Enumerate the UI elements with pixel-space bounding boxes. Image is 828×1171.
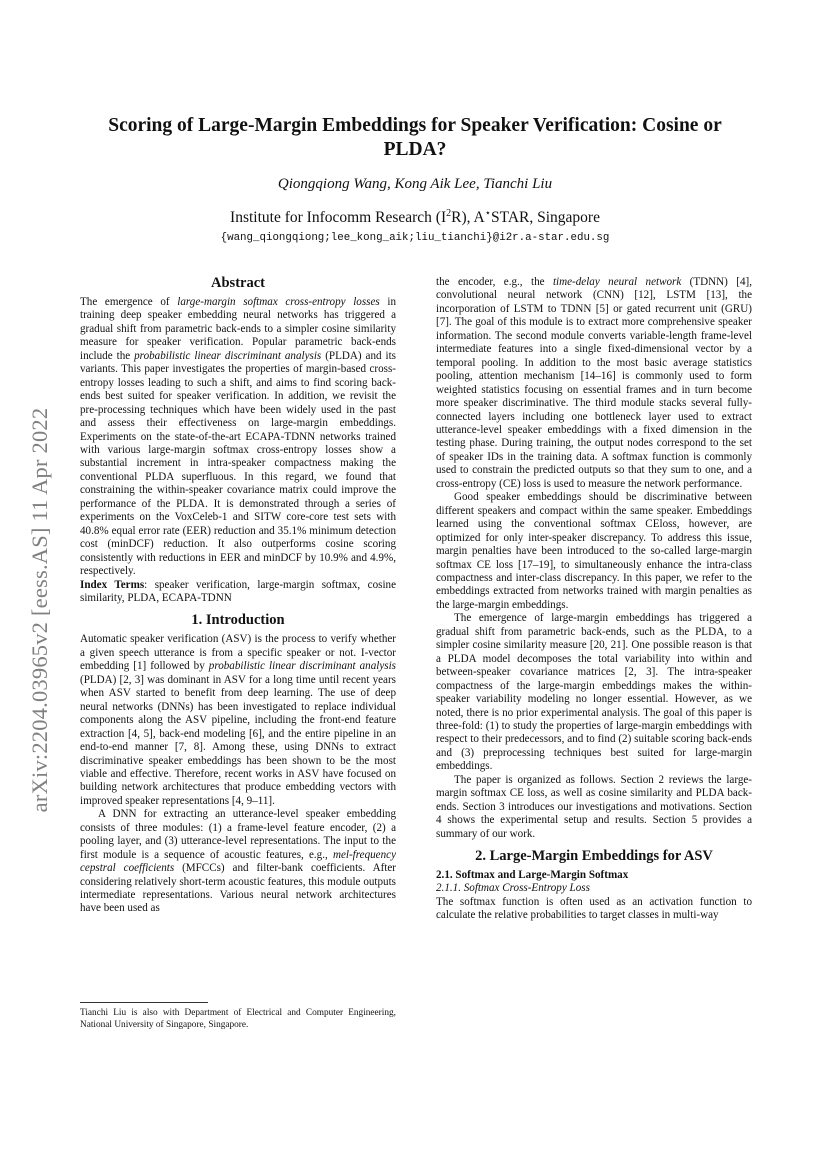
subsubsection-2-1-1-heading: 2.1.1. Softmax Cross-Entropy Loss [436, 882, 590, 895]
index-terms: Index Terms: speaker verification, large-margin softmax, cosine similarity, PLDA, ECAPA-TDNN [80, 578, 396, 604]
intro-paragraph-1: Automatic speaker verification (ASV) is the process to verify whether a given speech utterance is from a specific speaker or not. I-vector embedding [1] followed by probabilistic linear discriminant analysis (PLDA) [2, 3] was dominant in ASV for a long time until recent years when ASV started to benefit from deep learning. The use of deep neural networks (DNNs) has been investigated to replace individual components along the ASV pipeline, including the front-end feature extraction [4, 5], back-end modeling [6], and the entire pipeline in an end-to-end manner [7, 8]. Among these, using DNNs to extract discriminative speaker embeddings has been shown to be the most viable and effective. Therefore, recent works in ASV have focused on building network architectures that produce embedding vectors with improved speaker representations [4, 9–11]. [80, 633, 397, 807]
paper-authors: Qiongqiong Wang, Kong Aik Lee, Tianchi Liu [277, 176, 553, 192]
intro-paragraph-2-continued: the encoder, e.g., the time-delay neural network (TDNN) [4], convolutional neural network (CNN) [12], LSTM [13], the incorporation of LSTM to TDNN [5] or gated recurrent unit (GRU) [7]. The goal of this module is to extract more comprehensive speaker information. The second module converts variable-length frame-level intermediate features into a single fixed-dimensional vector by a temporal pooling. In addition to the most basic average statistics pooling, attention mechanism [14–16] is commonly used to form weighted statistics focusing on essential frames and in turn become more speaker discriminative. The third module stacks several fully-connected layers including one bottleneck layer used to extract utterance-level speaker embeddings with a fixed dimension in the testing phase. During training, the output nodes correspond to the set of speaker IDs in the training data. A softmax function is commonly used to constrain the predicted outputs so that they sum to one, and a cross-entropy (CE) loss is used to measure the network performance. [436, 276, 752, 490]
footnote: Tianchi Liu is also with Department of Electrical and Computer Engineering, National University of Singapore, Singapore. [80, 1008, 396, 1030]
section-2-heading: 2. Large-Margin Embeddings for ASV [475, 848, 713, 865]
right-column [436, 276, 752, 923]
intro-paragraph-4: The emergence of large-margin embeddings has triggered a gradual shift from parametric back-ends, such as the PLDA, to a simpler cosine similarity measure [20, 21]. One possible reason is that a PLDA model decomposes the total variability into within and between-speaker covariance matrices [2, 3]. The intra-speaker compactness of the large-margin embeddings makes the within-speaker variability modeling no longer essential. However, as we noted, there is no prior experimental analysis. The goal of this paper is three-fold: (1) to study the properties of large-margin embeddings with respect to their predecessors, and to find (2) suitable scoring back-ends and (3) preprocessing techniques best suited for large-margin embeddings. [436, 612, 752, 773]
paper-emails: {wang_qiongqiong;lee_kong_aik;liu_tianchi}@i2r.a-star.edu.sg [220, 232, 610, 244]
section-2-paragraph-1: The softmax function is often used as an activation function to calculate the relative probabilities to target classes in multi-way [436, 895, 752, 922]
subsection-2-1-heading: 2.1. Softmax and Large-Margin Softmax [436, 869, 629, 882]
left-column [80, 274, 396, 916]
introduction-heading: 1. Introduction [191, 612, 285, 629]
paper-affiliation: Institute for Infocomm Research $(I^2R)$, A⋆STAR, Singapore [230, 208, 600, 227]
paper-title: Scoring of Large-Margin Embeddings for Speaker Verification: Cosine or PLDA? [108, 115, 722, 160]
footnote-rule [80, 1002, 208, 1003]
arxiv-id-text: arXiv:2204.03965v2 [eess.AS] 11 Apr 2022 [27, 407, 52, 813]
intro-paragraph-3: Good speaker embeddings should be discriminative between different speakers and compact within the same speaker. Embeddings learned using the conventional softmax CEloss, however, are optimized for only inter-speaker discrepancy. To address this issue, margin penalties have been introduced to the so-called large-margin softmax CE loss [17–19], to simultaneously enhance the intra-class compactness and inter-class discrepancy. In this paper, we refer to the embeddings extracted from networks trained with margin penalties as the large-margin embeddings. [436, 491, 752, 611]
arxiv-identifier-stamp [20, 350, 60, 870]
abstract-text: The emergence of large-margin softmax cross-entropy losses in training deep speaker embedding neural networks has triggered a gradual shift from parametric back-ends to a simpler cosine similarity measure for speaker verification. Popular parametric back-ends include the probabilistic linear discriminant analysis (PLDA) and its variants. This paper investigates the properties of margin-based cross-entropy losses leading to such a shift, and aims to find scoring back-ends best suited for speaker verification. In addition, we revisit the pre-processing techniques which have been widely used in the past and assess their effectiveness on large-margin embeddings. Experiments on the state-of-the-art ECAPA-TDNN networks trained with various large-margin softmax cross-entropy losses show a substantial increment in intra-speaker compactness making the conventional PLDA superfluous. In this regard, we found that constraining the within-speaker covariance matrix could improve the performance of the PLDA. It is demonstrated through a series of experiments on the VoxCeleb-1 and SITW core-core test sets with 40.8% equal error rate (EER) reduction and 35.1% minimum detection cost (minDCF) reduction. It also outperforms cosine scoring consistently with reductions in EER and minDCF by 10.9% and 4.9%, respectively. [80, 296, 396, 578]
abstract-heading: Abstract [211, 275, 265, 291]
intro-paragraph-2: A DNN for extracting an utterance-level speaker embedding consists of three modules: (1) a frame-level feature encoder, (2) a pooling layer, and (3) utterance-level representations. The input to the first module is a sequence of acoustic features, e.g., mel-frequency cepstral coefficients (MFCCs) and filter-bank coefficients. After considering relatively short-term acoustic features, this module outputs intermediate representations. Various neural network architectures have been used as [80, 808, 396, 915]
intro-paragraph-5: The paper is organized as follows. Section 2 reviews the large-margin softmax CE loss, as well as cosine similarity and PLDA back-ends. Section 3 introduces our investigations and motivations. Section 4 shows the experimental setup and results. Section 5 provides a summary of our work. [436, 773, 752, 840]
